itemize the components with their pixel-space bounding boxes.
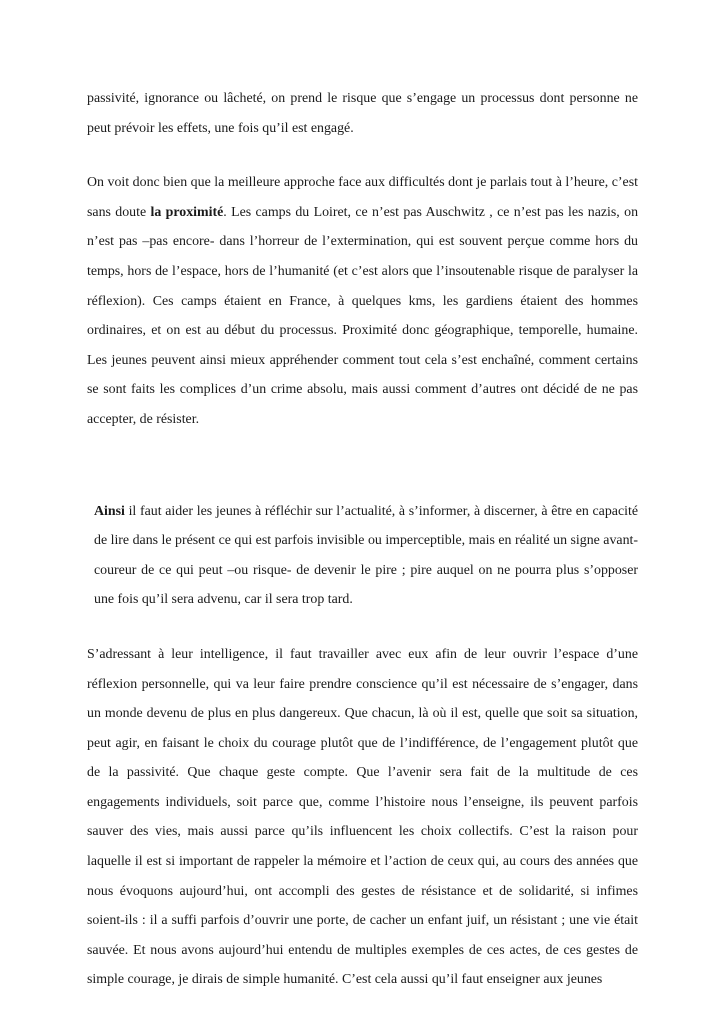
paragraph-spacer: [87, 615, 638, 640]
paragraph-4-text: S’adressant à leur intelligence, il faut travailler avec eux afin de leur ouvrir l’espace d’une réflexion personnelle, qui va leur faire prendre conscience qu’il est nécessaire de s’engager, dans un monde devenu de plus en plus dangereux. Que chacun, là où il est, quelle que soit sa situation, peut agir, en faisant le choix du courage plutôt que de l’indifférence, de l’engagement plutôt que de la passivité. Que chaque geste compte. Que l’avenir sera fait de la multitude de ces engagements individuels, soit parce que, comme l’histoire nous l’enseigne, ils peuvent parfois sauver des vies, mais aussi parce qu’ils influencent les choix collectifs. C’est la raison pour laquelle il est si important de rappeler la mémoire et l’action de ceux qui, au cours des années que nous évoquons aujourd’hui, ont accompli des gestes de résistance et de solidarité, si infimes soient-ils : il a suffi parfois d’ouvrir une porte, de cacher un enfant juif, un résistant ; une vie était sauvée. Et nous avons aujourd’hui entendu de multiples exemples de ces actes, de ces gestes de simple courage, je dirais de simple humanité. C’est cela aussi qu’il faut enseigner aux jeunes: [87, 646, 638, 988]
paragraph-2-text-rest: . Les camps du Loiret, ce n’est pas Auschwitz , ce n’est pas les nazis, on n’est pas –pas encore- dans l’horreur de l’extermination, qui est souvent perçue comme hors du temps, hors de l’espace, hors de l’humanité (et c’est alors que l’insoutenable risque de paralyser la réflexion). Ces camps étaient en France, à quelques kms, les gardiens étaient des hommes ordinaires, et on est au début du processus. Proximité donc géographique, temporelle, humaine. Les jeunes peuvent ainsi mieux appréhender comment tout cela s’est enchaîné, comment certains se sont faits les complices d’un crime absolu, mais aussi comment d’autres ont décidé de ne pas accepter, de résister.: [87, 204, 639, 427]
paragraph-3-bold-term: Ainsi: [94, 503, 125, 519]
paragraph-spacer: [87, 143, 638, 168]
paragraph-3: [87, 497, 638, 615]
paragraph-1-text: passivité, ignorance ou lâcheté, on prend le risque que s’engage un processus dont personne ne peut prévoir les effets, une fois qu’il est engagé.: [87, 91, 638, 136]
paragraph-2-bold-term: la proximité: [150, 204, 224, 220]
paragraph-spacer: [87, 435, 638, 497]
paragraph-2: [87, 168, 638, 434]
paragraph-1: [87, 84, 638, 143]
paragraph-2-text-start: On voit donc bien que la meilleure approche face aux difficultés dont je parlais tout à l’heure, c’est sans doute: [87, 175, 638, 220]
document-page: [87, 84, 638, 995]
paragraph-4: [87, 640, 638, 995]
paragraph-3-text-rest: il faut aider les jeunes à réfléchir sur l’actualité, à s’informer, à discerner, à être en capacité de lire dans le présent ce qui est parfois invisible ou imperceptible, mais en réalité un signe avant-coureur de ce qui peut –ou risque- de devenir le pire ; pire auquel on ne pourra plus s’opposer une fois qu’il sera advenu, car il sera trop tard.: [94, 503, 638, 608]
